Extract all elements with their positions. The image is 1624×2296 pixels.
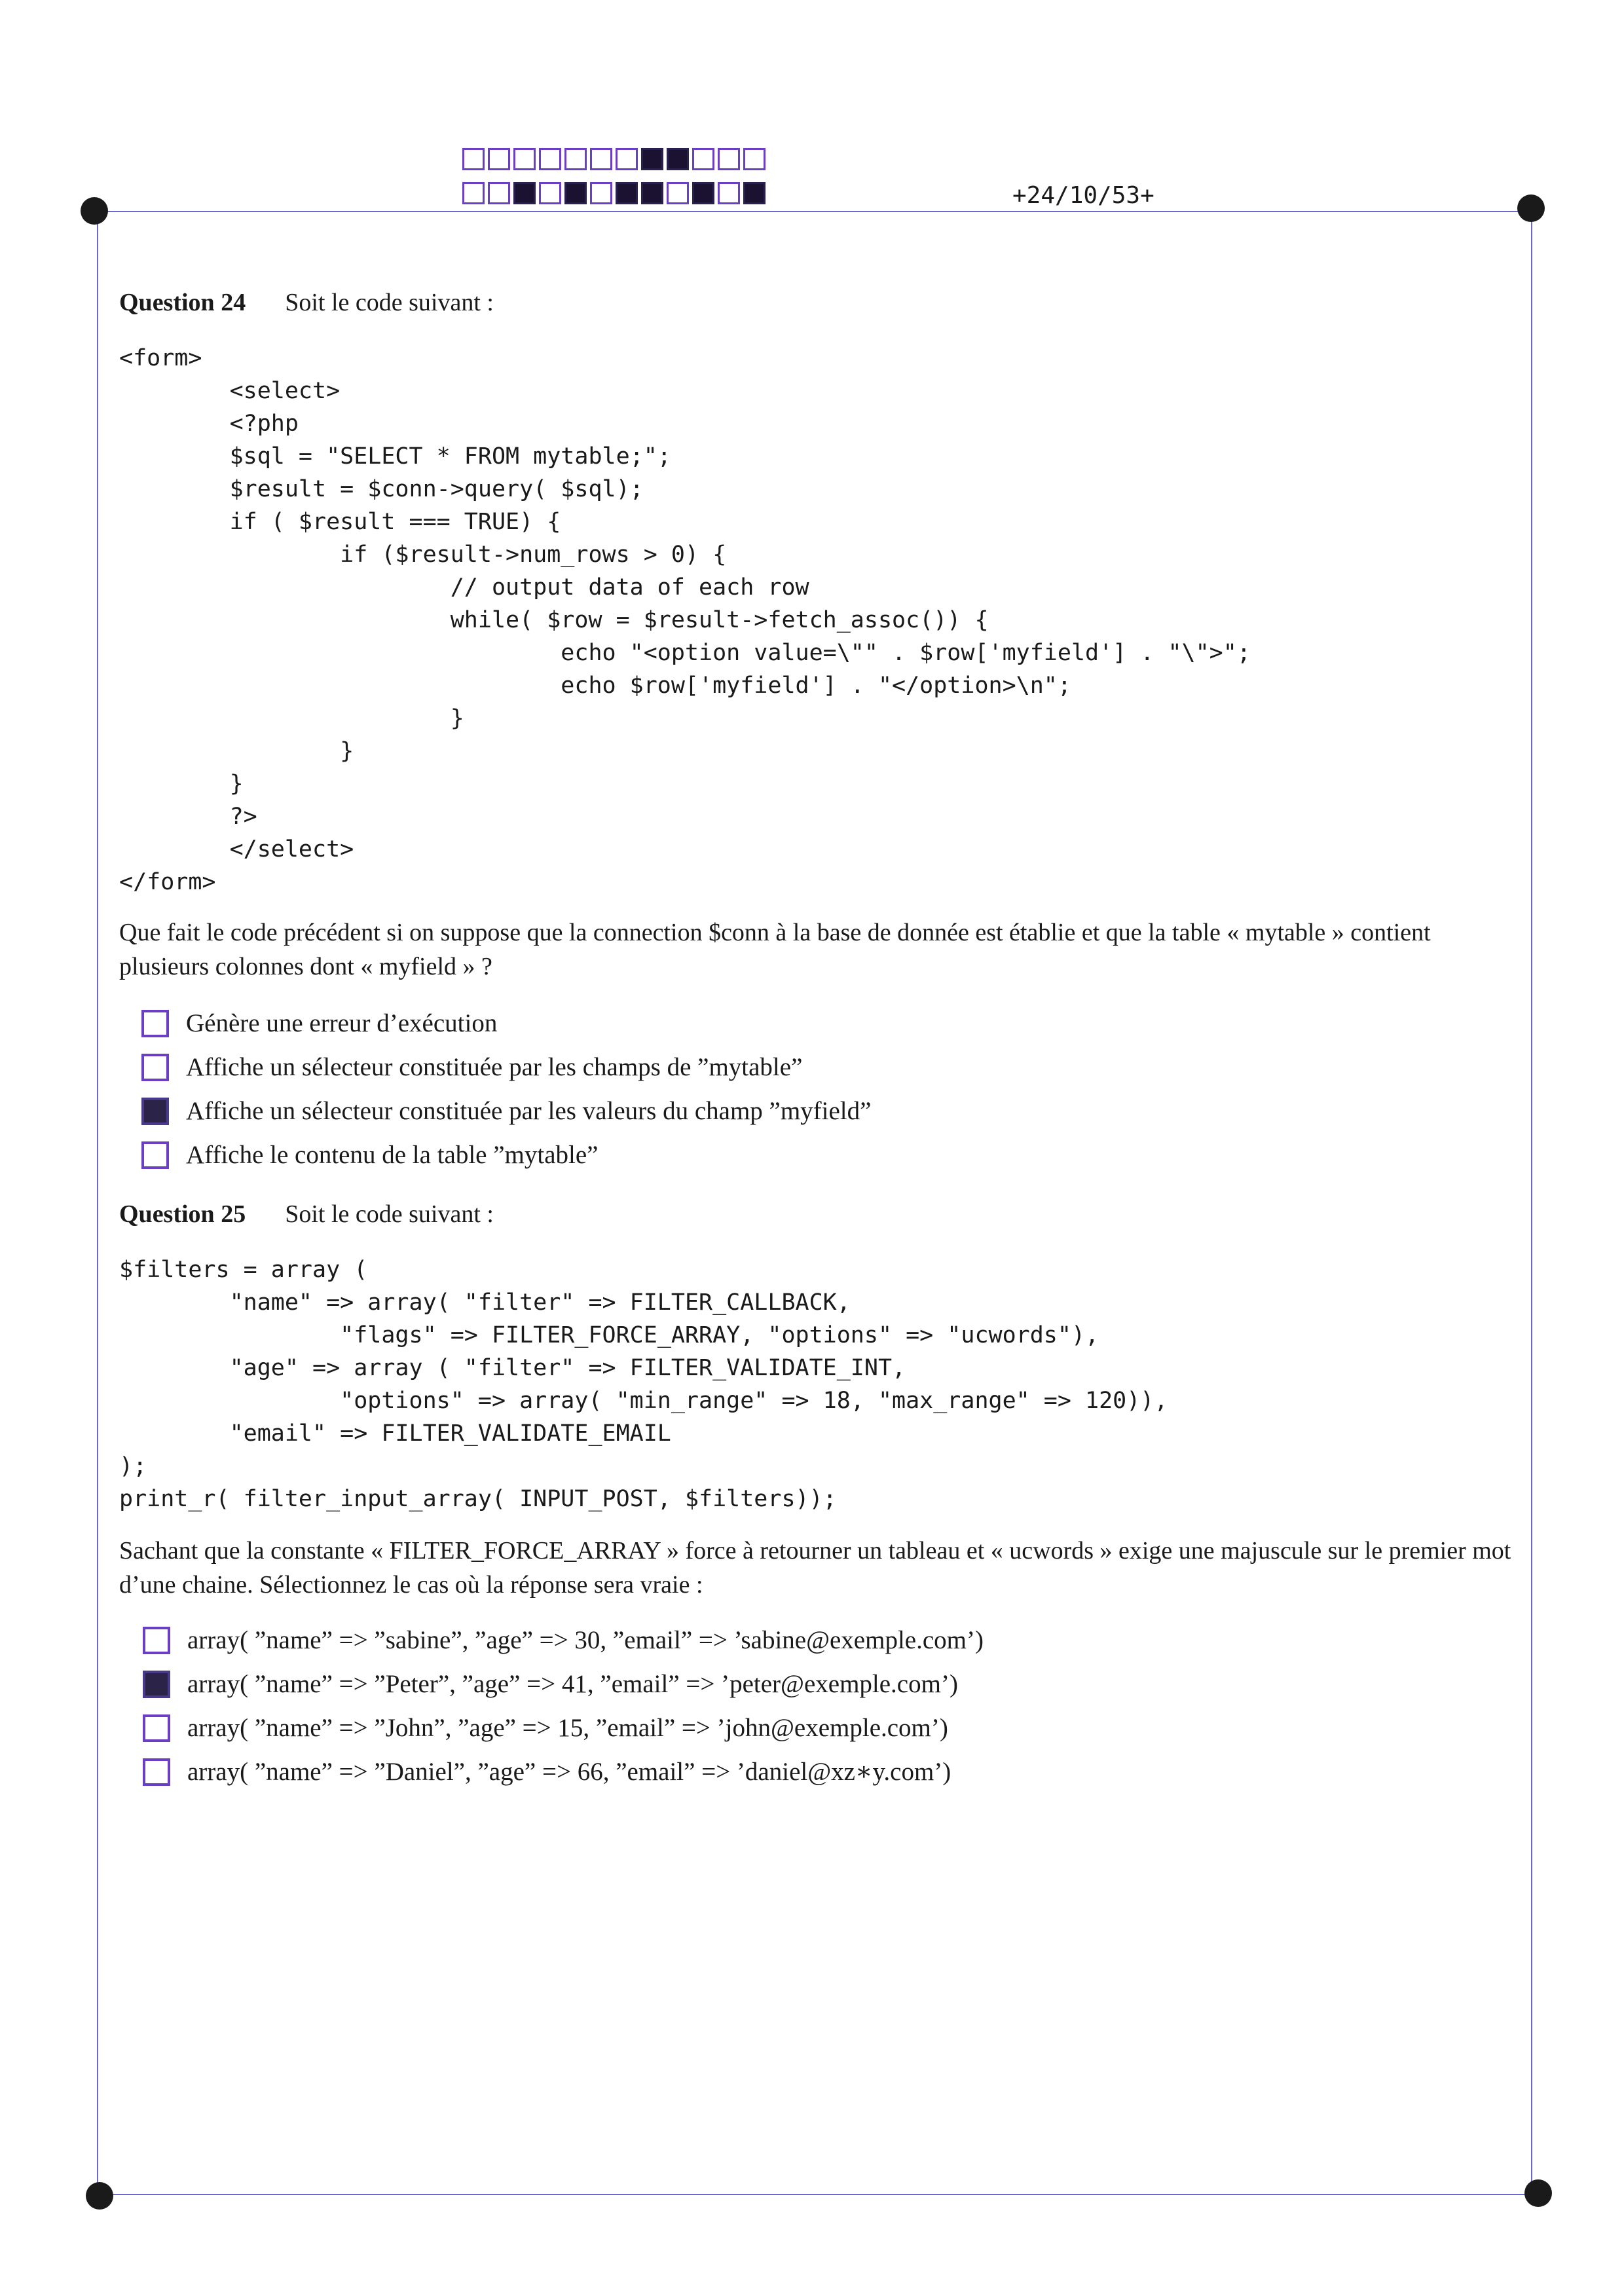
code-grid-cell bbox=[718, 182, 740, 204]
answer-text: Affiche le contenu de la table ”mytable” bbox=[186, 1141, 599, 1169]
code-grid-cell bbox=[616, 182, 638, 204]
answer-text: Affiche un sélecteur constituée par les champs de ”mytable” bbox=[186, 1053, 803, 1081]
question-intro: Soit le code suivant : bbox=[285, 1200, 494, 1228]
frame-right-line bbox=[1531, 211, 1532, 2195]
code-grid-cell bbox=[667, 182, 689, 204]
answer-option[interactable] bbox=[141, 1009, 497, 1038]
answer-checkbox[interactable] bbox=[143, 1714, 170, 1742]
code-grid-cell bbox=[564, 182, 587, 204]
answer-option[interactable] bbox=[143, 1669, 958, 1699]
question-label: Question 24 bbox=[119, 289, 246, 316]
code-grid-cell bbox=[539, 148, 561, 170]
answer-option[interactable] bbox=[141, 1096, 871, 1126]
frame-left-line bbox=[97, 211, 98, 2195]
code-grid-cell bbox=[641, 148, 663, 170]
question-24-code: <form> <select> <?php $sql = "SELECT * FROM mytable;"; $result = $conn->query( $sql); if ( $result === TRUE) { if ($result->num_rows > 0) { // output data of each row while( $row = $result->fetch_assoc()) { echo "<option value=\"" . $row['myfield'] . "\">"; echo $row['myfield'] . "</option>\n"; } } } ?> </select> </form> bbox=[119, 345, 1251, 895]
corner-mark-bottom-left bbox=[86, 2182, 113, 2210]
answer-text: array( ”name” => ”John”, ”age” => 15, ”email” => ’john@exemple.com’) bbox=[187, 1714, 948, 1742]
code-grid-cell bbox=[488, 148, 510, 170]
answer-checkbox[interactable] bbox=[141, 1054, 169, 1081]
question-24-prompt: Que fait le code précédent si on suppose que la connection $conn à la base de donnée est établie et que la table « mytable » contient plusieurs colonnes dont « myfield » ? bbox=[119, 919, 1431, 980]
frame-top-line bbox=[97, 211, 1531, 212]
code-grid-row bbox=[462, 148, 775, 174]
frame-bottom-line bbox=[97, 2194, 1531, 2195]
code-grid-cell bbox=[513, 148, 536, 170]
code-grid-cell bbox=[513, 182, 536, 204]
page-identifier: +24/10/53+ bbox=[1012, 182, 1154, 209]
answer-text: array( ”name” => ”Peter”, ”age” => 41, ”email” => ’peter@exemple.com’) bbox=[187, 1670, 958, 1698]
question-24-heading bbox=[119, 288, 494, 317]
answer-option[interactable] bbox=[143, 1757, 951, 1787]
answer-checkbox[interactable] bbox=[143, 1627, 170, 1654]
answer-option[interactable] bbox=[143, 1625, 984, 1655]
code-grid-cell bbox=[564, 148, 587, 170]
code-grid-cell bbox=[462, 148, 485, 170]
answer-checkbox[interactable] bbox=[141, 1098, 169, 1125]
code-grid-cell bbox=[692, 182, 714, 204]
answer-checkbox[interactable] bbox=[141, 1010, 169, 1037]
code-grid-cell bbox=[743, 148, 766, 170]
answer-checkbox[interactable] bbox=[141, 1141, 169, 1169]
answer-text: array( ”name” => ”Daniel”, ”age” => 66, ”email” => ’daniel@xz∗y.com’) bbox=[187, 1758, 951, 1786]
code-grid-cell bbox=[590, 148, 612, 170]
code-grid-cell bbox=[616, 148, 638, 170]
corner-mark-top-left bbox=[81, 197, 108, 225]
code-grid-cell bbox=[488, 182, 510, 204]
answer-option[interactable] bbox=[141, 1140, 598, 1170]
answer-text: Génère une erreur d’exécution bbox=[186, 1009, 498, 1037]
question-25-prompt: Sachant que la constante « FILTER_FORCE_ARRAY » force à retourner un tableau et « ucwords » exige une majuscule sur le premier mot d’une chaine. Sélectionnez le cas où la réponse sera vraie : bbox=[119, 1537, 1511, 1599]
question-25-code: $filters = array ( "name" => array( "filter" => FILTER_CALLBACK, "flags" => FILTER_FORCE_ARRAY, "options" => "ucwords"), "age" => array ( "filter" => FILTER_VALIDATE_INT, "options" => array( "min_range" => 18, "max_range" => 120)), "email" => FILTER_VALIDATE_EMAIL ); print_r( filter_input_array( INPUT_POST, $filters)); bbox=[119, 1257, 1168, 1512]
corner-mark-bottom-right bbox=[1524, 2179, 1552, 2207]
code-grid-cell bbox=[641, 182, 663, 204]
code-grid-cell bbox=[667, 148, 689, 170]
page-code-grid bbox=[462, 148, 775, 216]
corner-mark-top-right bbox=[1517, 194, 1545, 222]
question-25-heading bbox=[119, 1200, 494, 1229]
answer-checkbox[interactable] bbox=[143, 1758, 170, 1786]
code-grid-cell bbox=[718, 148, 740, 170]
code-grid-cell bbox=[692, 148, 714, 170]
answer-checkbox[interactable] bbox=[143, 1671, 170, 1698]
question-label: Question 25 bbox=[119, 1200, 246, 1228]
code-grid-cell bbox=[590, 182, 612, 204]
answer-text: array( ”name” => ”sabine”, ”age” => 30, ”email” => ’sabine@exemple.com’) bbox=[187, 1626, 984, 1654]
question-intro: Soit le code suivant : bbox=[285, 289, 494, 316]
code-grid-row bbox=[462, 182, 775, 208]
code-grid-cell bbox=[462, 182, 485, 204]
code-grid-cell bbox=[539, 182, 561, 204]
answer-option[interactable] bbox=[143, 1713, 948, 1743]
code-grid-cell bbox=[743, 182, 766, 204]
answer-text: Affiche un sélecteur constituée par les valeurs du champ ”myfield” bbox=[186, 1097, 872, 1125]
answer-option[interactable] bbox=[141, 1052, 802, 1082]
